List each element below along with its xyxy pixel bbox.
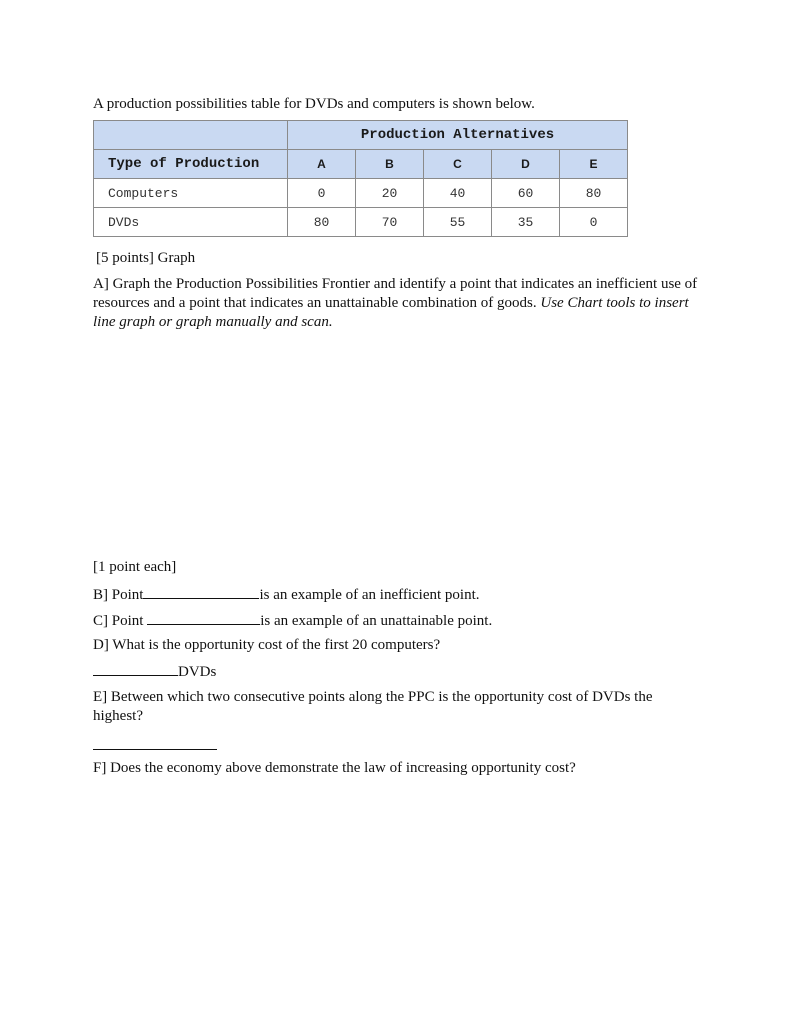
- table-cell: 0: [288, 179, 356, 208]
- table-cell: 0: [560, 208, 628, 237]
- row-label-computers: Computers: [94, 179, 288, 208]
- column-header-e: E: [560, 150, 628, 179]
- question-d-answer: [93, 661, 216, 682]
- table-cell: 60: [492, 179, 560, 208]
- table-cell: 70: [356, 208, 424, 237]
- row-label-dvds: DVDs: [94, 208, 288, 237]
- table-cell: 35: [492, 208, 560, 237]
- answer-blank-b[interactable]: [143, 584, 259, 599]
- question-d-answer-suffix: DVDs: [178, 664, 217, 680]
- question-a: [93, 275, 703, 332]
- column-header-c: C: [424, 150, 492, 179]
- table-cell: 40: [424, 179, 492, 208]
- table-corner-cell: [94, 121, 288, 150]
- intro-text: A production possibilities table for DVDs and computers is shown below.: [93, 96, 535, 112]
- column-header-d: D: [492, 150, 560, 179]
- question-b-suffix: is an example of an inefficient point.: [259, 587, 480, 603]
- question-a-instruction: Use Chart tools to insert line graph or graph manually and scan.: [93, 295, 689, 330]
- production-possibilities-table: [93, 120, 628, 237]
- table-group-header-row: [94, 121, 628, 150]
- question-c-suffix: is an example of an unattainable point.: [260, 613, 493, 629]
- table-cell: 55: [424, 208, 492, 237]
- question-f: F] Does the economy above demonstrate the law of increasing opportunity cost?: [93, 760, 576, 776]
- question-c-prefix: C] Point: [93, 613, 144, 629]
- table-cell: 80: [288, 208, 356, 237]
- answer-blank-e[interactable]: [93, 749, 217, 750]
- column-header-a: A: [288, 150, 356, 179]
- graph-points-label: [5 points] Graph: [96, 250, 196, 266]
- table-cell: 20: [356, 179, 424, 208]
- question-a-text: A] Graph the Production Possibilities Frontier and identify a point that indicates an inefficient use of resources and a point that indicates an unattainable combination of goods.: [93, 276, 698, 311]
- table-row: [94, 179, 628, 208]
- type-of-production-header: Type of Production: [94, 150, 288, 179]
- production-alternatives-header: Production Alternatives: [288, 121, 628, 150]
- column-header-b: B: [356, 150, 424, 179]
- answer-blank-c[interactable]: [147, 610, 260, 625]
- question-c: [93, 610, 492, 631]
- question-e: E] Between which two consecutive points along the PPC is the opportunity cost of DVDs the highest?: [93, 689, 653, 724]
- table-column-header-row: [94, 150, 628, 179]
- answer-blank-d[interactable]: [93, 661, 178, 676]
- question-b-prefix: B] Point: [93, 587, 144, 603]
- question-d: D] What is the opportunity cost of the first 20 computers?: [93, 637, 441, 653]
- table-cell: 80: [560, 179, 628, 208]
- question-b: [93, 584, 480, 605]
- table-row: [94, 208, 628, 237]
- questions-points-label: [1 point each]: [93, 559, 177, 575]
